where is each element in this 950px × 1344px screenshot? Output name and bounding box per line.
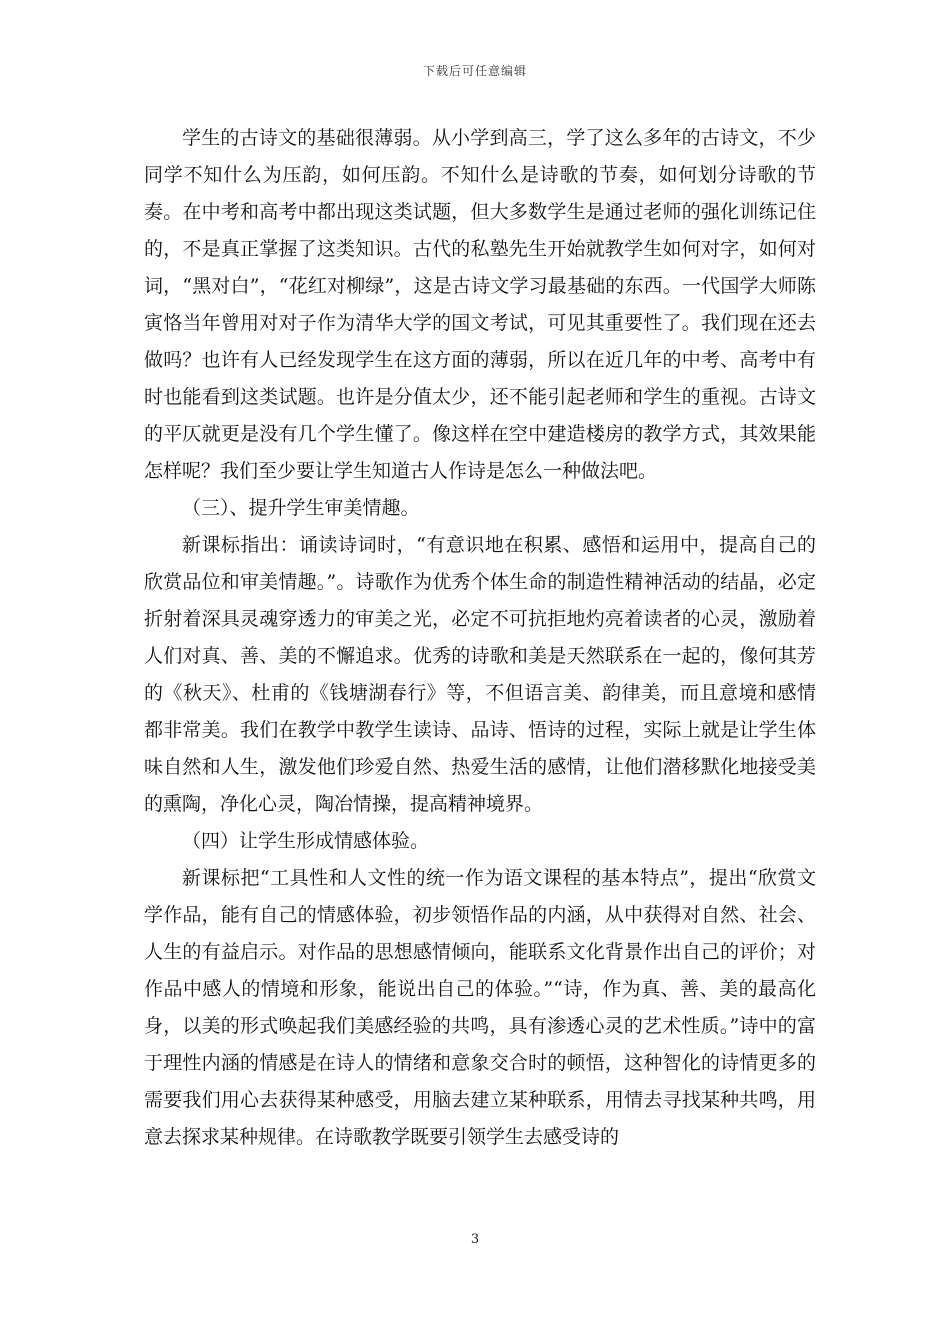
page-header: 下载后可任意编辑: [422, 64, 527, 78]
paragraph-emotion: 新课标把“工具性和人文性的统一作为语文课程的基本特点”，提出“欣赏文学作品，能有自己的情感体验，初步领悟作品的内涵，从中获得对自然、社会、人生的有益启示。对作品的思想感情倾向，能联系文化背景作出自己的评价；对作品中感人的情境和形象，能说出自己的体验。”“诗，作为真、善、美的最高化身，以美的形式唤起我们美感经验的共鸣，具有渗透心灵的艺术性质。”诗中的富于理性内涵的情感是在诗人的情绪和意象交合时的顿悟，这种智化的诗情更多的需要我们用心去获得某种感受，用脑去建立某种联系，用情去寻找某种共鸣，用意去探求某种规律。在诗歌教学既要引领学生去感受诗的: [144, 867, 816, 1148]
paragraph-aesthetics: 新课标指出：诵读诗词时，“有意识地在积累、感悟和运用中，提高自己的欣赏品位和审美情趣。”。诗歌作为优秀个体生命的制造性精神活动的结晶，必定折射着深具灵魂穿透力的审美之光，必定不可抗拒地灼亮着读者的心灵，激励着人们对真、善、美的不懈追求。优秀的诗歌和美是天然联系在一起的，像何其芳的《秋天》、杜甫的《钱塘湖春行》等，不但语言美、韵律美，而且意境和感情都非常美。我们在教学中教学生读诗、品诗、悟诗的过程，实际上就是让学生体味自然和人生，激发他们珍爱自然、热爱生活的感情，让他们潜移默化地接受美的熏陶，净化心灵，陶冶情操，提高精神境界。: [144, 534, 816, 815]
document-body: [144, 120, 816, 1156]
section-heading-3: （三）、提升学生审美情趣。: [182, 497, 420, 519]
page-number: 3: [470, 1232, 480, 1247]
section-heading-4: （四）让学生形成情感体验。: [182, 830, 430, 852]
paragraph-foundation: 学生的古诗文的基础很薄弱。从小学到高三，学了这么多年的古诗文，不少同学不知什么为压韵，如何压韵。不知什么是诗歌的节奏，如何划分诗歌的节奏。在中考和高考中都出现这类试题，但大多数学生是通过老师的强化训练记住的，不是真正掌握了这类知识。古代的私塾先生开始就教学生如何对字，如何对词，“黑对白”，“花红对柳绿”，这是古诗文学习最基础的东西。一代国学大师陈寅恪当年曾用对对子作为清华大学的国文考试，可见其重要性了。我们现在还去做吗？也许有人已经发现学生在这方面的薄弱，所以在近几年的中考、高考中有时也能看到这类试题。也许是分值太少，还不能引起老师和学生的重视。古诗文的平仄就更是没有几个学生懂了。像这样在空中建造楼房的教学方式，其效果能怎样呢？我们至少要让学生知道古人作诗是怎么一种做法吧。: [144, 127, 816, 482]
